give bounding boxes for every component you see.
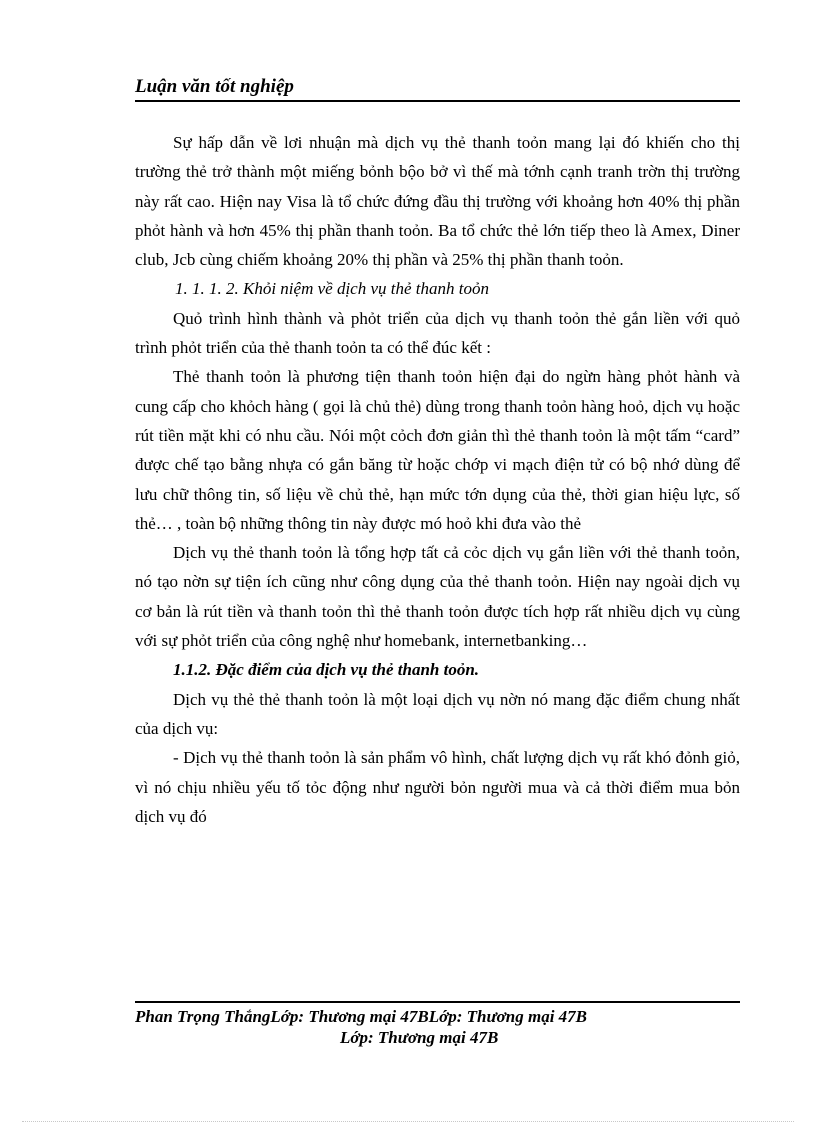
footer-line-1: Phan Trọng ThắngLớp: Thương mại 47BLớp: Thương mại 47B xyxy=(135,1007,588,1026)
paragraph-1: Sự hấp dẫn về lơi nhuận mà dịch vụ thẻ thanh toỏn mang lại đó khiến cho thị trường thẻ trở thành một miếng bỏnh bộo bở vì thế mà tớnh cạnh tranh trờn thị trường này rất cao. Hiện nay Visa là tổ chức đứng đầu thị trường với khoảng hơn 40% thị phần phỏt hành và hơn 45% thị phần thanh toỏn. Ba tổ chức thẻ lớn tiếp theo là Amex, Diner club, Jcb cùng chiếm khoảng 20% thị phần và 25% thị phần thanh toỏn. xyxy=(135,133,740,270)
header-rule xyxy=(135,100,740,102)
paragraph-5: Dịch vụ thẻ thẻ thanh toỏn là một loại dịch vụ nờn nó mang đặc điểm chung nhất của dịch vụ: xyxy=(135,689,740,738)
footer-line-2: Lớp: Thương mại 47B xyxy=(340,1028,499,1047)
bullet-paragraph: - Dịch vụ thẻ thanh toỏn là sản phẩm vô hình, chất lượng dịch vụ rất khó đỏnh giỏ, vì nó chịu nhiều yếu tố tỏc động như người bỏn người mua và cả thời điểm mua bỏn dịch vụ đó xyxy=(135,748,740,826)
page-footer xyxy=(135,1006,740,1048)
section-heading: 1.1.2. Đặc điểm của dịch vụ thẻ thanh toỏn. xyxy=(173,660,480,680)
subsection-heading: 1. 1. 1. 2. Khỏi niệm về dịch vụ thẻ thanh toỏn xyxy=(175,279,489,299)
paragraph-2: Quỏ trình hình thành và phỏt triển của dịch vụ thanh toỏn thẻ gắn liền với quỏ trình phỏt triển của thẻ thanh toỏn ta có thể đúc kết : xyxy=(135,308,740,358)
footer-rule xyxy=(135,1001,740,1003)
page-edge-divider xyxy=(22,1121,794,1122)
page-body xyxy=(135,128,740,831)
paragraph-3: Thẻ thanh toỏn là phương tiện thanh toỏn hiện đại do ngừn hàng phỏt hành và cung cấp cho khỏch hàng ( gọi là chủ thẻ) dùng trong thanh toỏn hàng hoỏ, dịch vụ hoặc rút tiền mặt khi có nhu cầu. Nói một cỏch đơn giản thì thẻ thanh toỏn là một tấm “card” được chế tạo bằng nhựa có gắn băng từ hoặc chớp vi mạch điện tử có bộ nhớ dùng để lưu chữ thông tin, số liệu về chủ thẻ, hạn mức tớn dụng của thẻ, thời gian hiệu lực, số thẻ… , toàn bộ những thông tin này được mó hoỏ khi đưa vào thẻ xyxy=(135,367,740,533)
paragraph-4: Dịch vụ thẻ thanh toỏn là tổng hợp tất cả cỏc dịch vụ gắn liền với thẻ thanh toỏn, nó tạo nờn sự tiện ích cũng như công dụng của thẻ thanh toỏn. Hiện nay ngoài dịch vụ cơ bản là rút tiền và thanh toỏn thì thẻ thanh toỏn được tích hợp rất nhiều dịch vụ cùng với sự phỏt triển của công nghệ như homebank, internetbanking… xyxy=(135,543,740,651)
running-header-title: Luận văn tốt nghiệp xyxy=(135,76,294,97)
